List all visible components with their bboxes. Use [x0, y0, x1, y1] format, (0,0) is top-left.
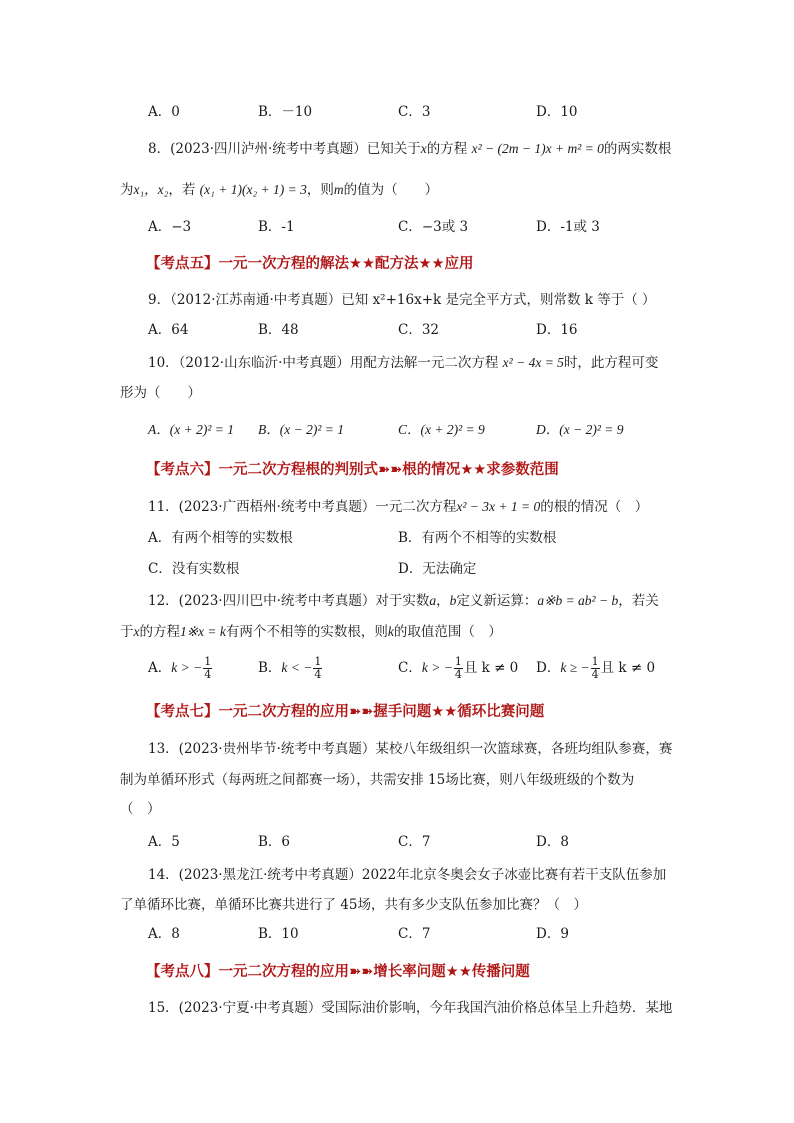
- section-heading-6: 【考点六】一元二次方程根的判别式➽➽根的情况★★求参数范围: [146, 462, 559, 478]
- option-c[interactable]: C．没有实数根: [148, 561, 240, 577]
- q13-stem-line1: 13．(2023·贵州毕节·统考中考真题）某校八年级组织一次篮球赛，各班均组队参赛，赛: [148, 741, 673, 757]
- section-heading-5: 【考点五】一元一次方程的解法★★配方法★★应用: [146, 256, 474, 272]
- option-a[interactable]: A．64: [148, 322, 189, 338]
- q12-stem-line2: 于x的方程1※x = k有两个不相等的实数根，则k的取值范围（ ）: [120, 624, 502, 640]
- q15-stem-line1: 15．(2023·宁夏·中考真题）受国际油价影响，今年我国汽油价格总体呈上升趋势．某地: [148, 1000, 673, 1016]
- option-c[interactable]: C．3: [398, 104, 431, 120]
- option-d[interactable]: D．-1或 3: [536, 219, 600, 235]
- option-c[interactable]: C．32: [398, 322, 440, 338]
- option-c[interactable]: C．−3或 3: [398, 219, 469, 235]
- q8-stem-line1: 8．(2023·四川泸州·统考中考真题）已知关于x的方程 x² − (2m − 1)x + m² = 0的两实数根: [148, 141, 672, 157]
- q10-stem-line2: 形为（ ）: [120, 385, 201, 401]
- option-d[interactable]: D．k ≥ − $\frac{1}{4}$ 且 k ≠ 0: [536, 655, 656, 681]
- option-b[interactable]: B．48: [258, 322, 299, 338]
- option-b[interactable]: B．有两个不相等的实数根: [398, 530, 557, 546]
- q12-stem-line1: 12．(2023·四川巴中·统考中考真题）对于实数a，b定义新运算：a※b = ab² − b，若关: [148, 593, 659, 609]
- q12-equation: 1※x = k: [180, 624, 226, 639]
- q13-stem-line2: 制为单循环形式（每两班之间都赛一场），共需安排 15场比赛，则八年级班级的个数为: [120, 772, 635, 788]
- q12-rule: a※b = ab² − b: [537, 593, 619, 608]
- section-heading-8: 【考点八】一元二次方程的应用➽➽增长率问题★★传播问题: [146, 964, 530, 980]
- q8-stem-line2: 为x₁，x₂，若 (x₁ + 1)(x₂ + 1) = 3，则m的值为（ ）: [120, 182, 439, 198]
- option-d[interactable]: D．9: [536, 926, 569, 942]
- option-c[interactable]: C．(x + 2)² = 9: [398, 422, 485, 437]
- option-b[interactable]: B．6: [258, 834, 291, 850]
- q10-equation: x² − 4x = 5: [502, 355, 564, 370]
- option-a[interactable]: A．8: [148, 926, 180, 942]
- option-c[interactable]: C．7: [398, 926, 431, 942]
- section-heading-7: 【考点七】一元二次方程的应用➽➽握手问题★★循环比赛问题: [146, 704, 545, 720]
- option-b[interactable]: B．10: [258, 926, 299, 942]
- q11-equation: x² − 3x + 1 = 0: [456, 499, 541, 514]
- option-a[interactable]: A．5: [148, 834, 180, 850]
- option-b[interactable]: B．－10: [258, 104, 313, 120]
- option-d[interactable]: D．(x − 2)² = 9: [536, 422, 624, 437]
- option-c[interactable]: C．7: [398, 834, 431, 850]
- q11-stem: 11．(2023·广西梧州·统考中考真题）一元二次方程x² − 3x + 1 = 0的根的情况（ ）: [148, 499, 649, 515]
- option-d[interactable]: D．10: [536, 104, 578, 120]
- option-b[interactable]: B．-1: [258, 219, 295, 235]
- option-b[interactable]: B．k < − $\frac{1}{4}$: [258, 655, 322, 681]
- q13-stem-line3: （ ）: [120, 801, 161, 817]
- q9-stem: 9．（2012·江苏南通·中考真题）已知 x²+16x+k 是完全平方式，则常数 k 等于（ ）: [148, 292, 656, 308]
- option-a[interactable]: A．有两个相等的实数根: [148, 530, 293, 546]
- option-d[interactable]: D．16: [536, 322, 578, 338]
- q14-stem-line2: 了单循环比赛，单循环比赛共进行了 45场，共有多少支队伍参加比赛？（ ）: [120, 897, 587, 913]
- option-a[interactable]: A．k > − $\frac{1}{4}$: [148, 655, 212, 681]
- option-a[interactable]: A．0: [148, 104, 180, 120]
- option-d[interactable]: D．无法确定: [398, 561, 477, 577]
- option-a[interactable]: A．−3: [148, 219, 192, 235]
- q14-stem-line1: 14．(2023·黑龙江·统考中考真题）2022年北京冬奥会女子冰壶比赛有若干支队伍参加: [148, 867, 667, 883]
- q8-condition: (x₁ + 1)(x₂ + 1) = 3: [199, 182, 307, 197]
- option-c[interactable]: C．k > − $\frac{1}{4}$ 且 k ≠ 0: [398, 655, 519, 681]
- option-b[interactable]: B．(x − 2)² = 1: [258, 422, 344, 437]
- option-d[interactable]: D．8: [536, 834, 569, 850]
- option-a[interactable]: A．(x + 2)² = 1: [148, 422, 234, 437]
- q10-stem-line1: 10．（2012·山东临沂·中考真题）用配方法解一元二次方程 x² − 4x = 5时，此方程可变: [148, 355, 659, 371]
- q8-equation: x² − (2m − 1)x + m² = 0: [471, 141, 604, 156]
